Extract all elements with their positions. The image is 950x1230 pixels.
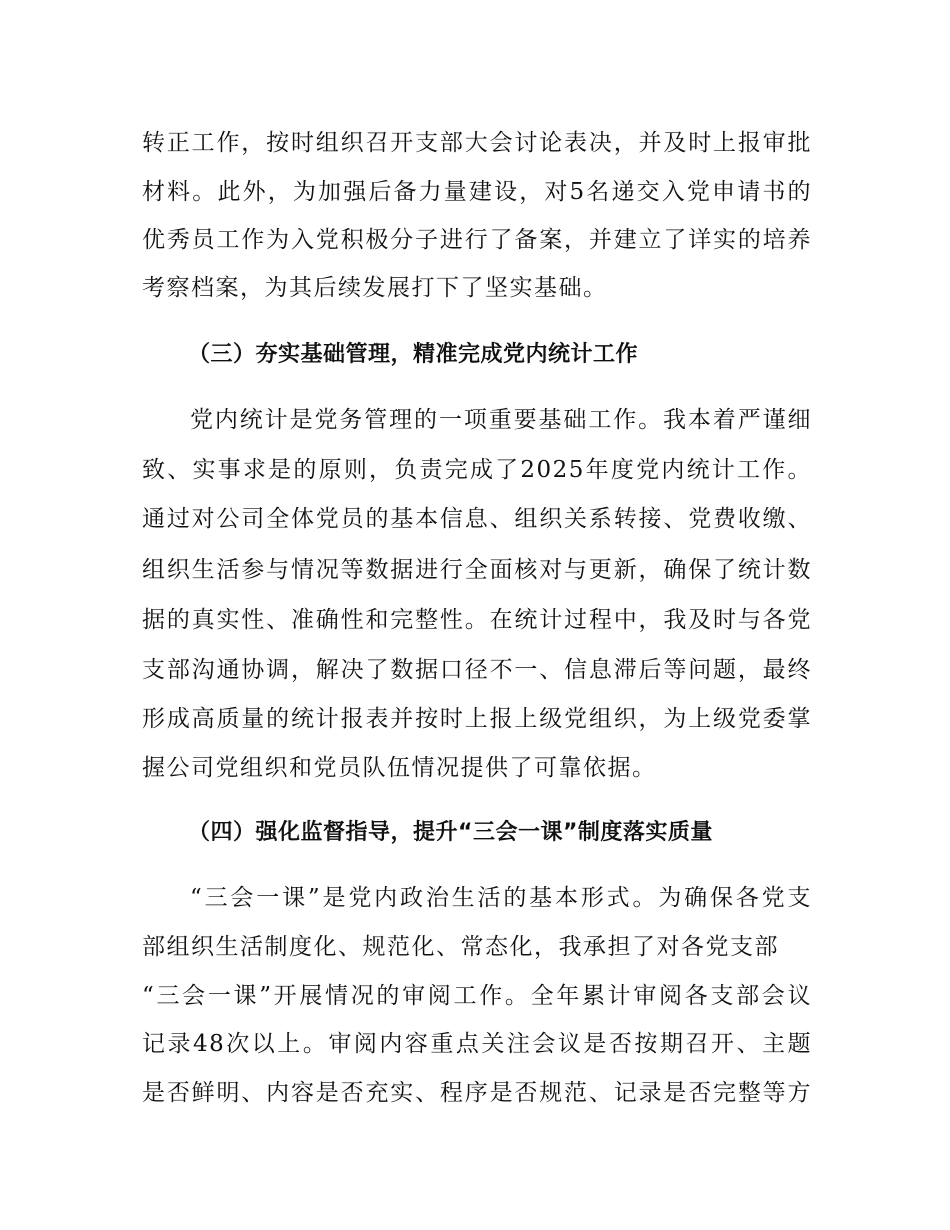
paragraph-2-line-3: 通过对公司全体党员的基本信息、组织关系转接、党费收缴、 xyxy=(142,506,812,532)
paragraph-2-line-5: 据的真实性、准确性和完整性。在统计过程中，我及时与各党 xyxy=(142,607,812,633)
paragraph-1-line-2: 材料。此外，为加强后备力量建设，对5名递交入党申请书的 xyxy=(142,179,812,205)
paragraph-1-line-1: 转正工作，按时组织召开支部大会讨论表决，并及时上报审批 xyxy=(142,130,812,156)
paragraph-2-line-1: 党内统计是党务管理的一项重要基础工作。我本着严谨细 xyxy=(190,407,812,433)
paragraph-2-line-6: 支部沟通协调，解决了数据口径不一、信息滞后等问题，最终 xyxy=(142,657,812,683)
paragraph-3-line-2: 部组织生活制度化、规范化、常态化，我承担了对各党支部 xyxy=(142,934,779,960)
section-heading-3: （三）夯实基础管理，精准完成党内统计工作 xyxy=(188,342,639,367)
section-heading-4: （四）强化监督指导，提升“三会一课”制度落实质量 xyxy=(188,820,713,845)
paragraph-1-line-4: 考察档案，为其后续发展打下了坚实基础。 xyxy=(142,275,608,301)
paragraph-2-line-4: 组织生活参与情况等数据进行全面核对与更新，确保了统计数 xyxy=(142,557,812,583)
paragraph-2-line-7: 形成高质量的统计报表并按时上报上级党组织，为上级党委掌 xyxy=(142,706,812,732)
paragraph-1-line-3: 优秀员工作为入党积极分子进行了备案，并建立了详实的培养 xyxy=(142,227,812,253)
paragraph-3-line-1: “三会一课”是党内政治生活的基本形式。为确保各党支 xyxy=(190,885,812,911)
paragraph-3-line-5: 是否鲜明、内容是否充实、程序是否规范、记录是否完整等方 xyxy=(142,1080,812,1106)
paragraph-3-line-4: 记录48次以上。审阅内容重点关注会议是否按期召开、主题 xyxy=(142,1031,812,1057)
paragraph-2-line-8: 握公司党组织和党员队伍情况提供了可靠依据。 xyxy=(142,755,657,781)
paragraph-3-line-3: “三会一课”开展情况的审阅工作。全年累计审阅各支部会议 xyxy=(142,983,812,1009)
paragraph-2-line-2: 致、实事求是的原则，负责完成了2025年度党内统计工作。 xyxy=(142,457,812,483)
